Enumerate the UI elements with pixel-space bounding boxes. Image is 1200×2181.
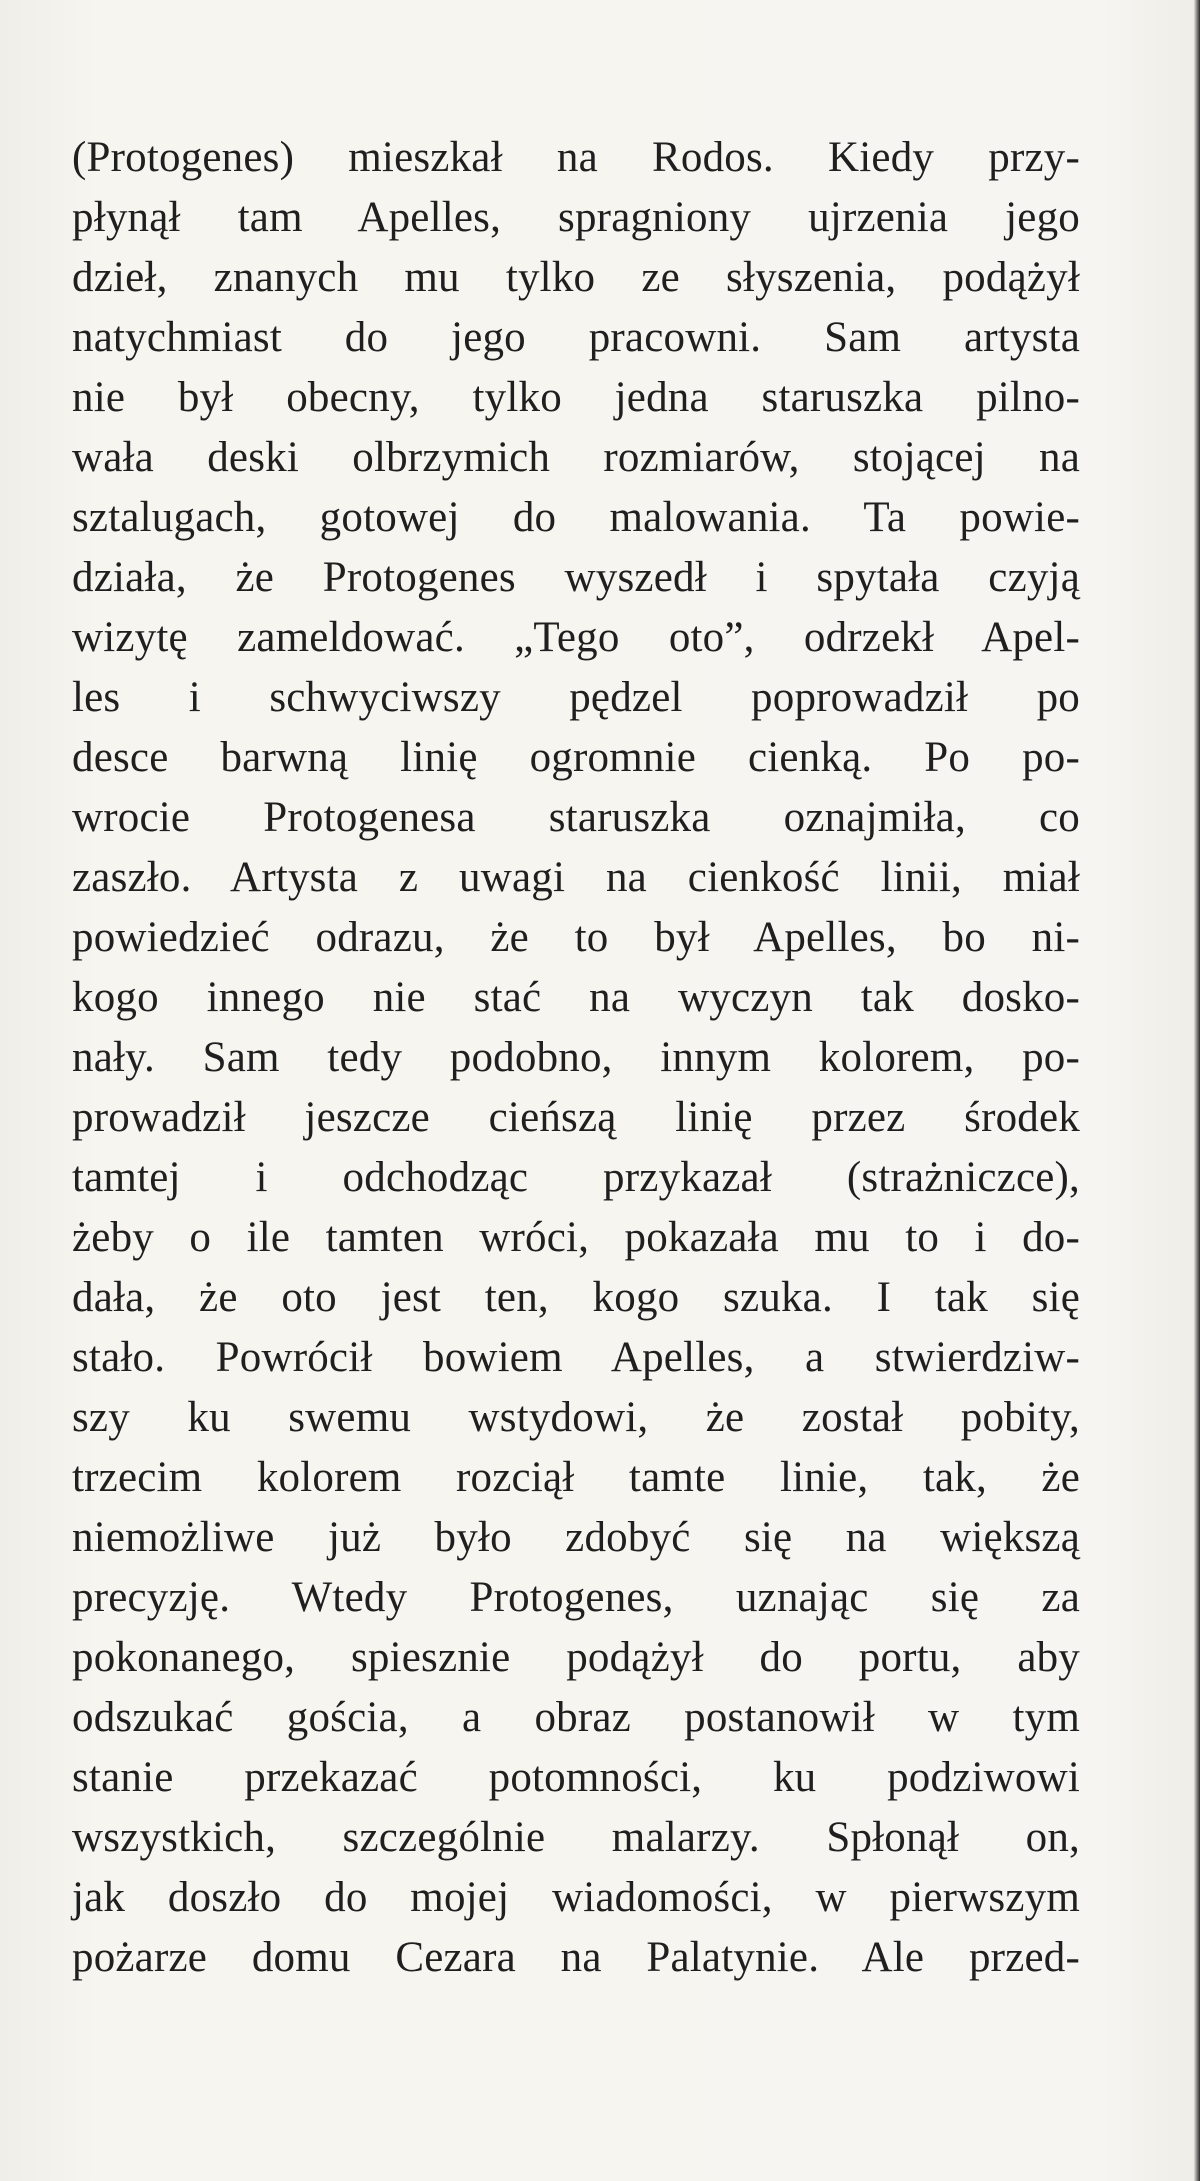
text-line-19: żeby o ile tamten wróci, pokazała mu to i do- [72, 1214, 1080, 1261]
text-line-12: wrocie Protogenesa staruszka oznajmiła, co [72, 794, 1080, 841]
text-line-4: natychmiast do jego pracowni. Sam artysta [72, 314, 1080, 361]
text-line-8: działa, że Protogenes wyszedł i spytała czyją [72, 554, 1080, 601]
text-line-20: dała, że oto jest ten, kogo szuka. I tak się [72, 1274, 1080, 1321]
text-line-30: jak doszło do mojej wiadomości, w pierwszym [72, 1874, 1080, 1921]
text-line-2: płynął tam Apelles, spragniony ujrzenia jego [72, 194, 1080, 241]
text-line-7: sztalugach, gotowej do malowania. Ta powie- [72, 494, 1080, 541]
text-line-15: kogo innego nie stać na wyczyn tak dosko- [72, 974, 1080, 1021]
text-line-26: pokonanego, spiesznie podążył do portu, aby [72, 1634, 1080, 1681]
text-line-17: prowadził jeszcze cieńszą linię przez środek [72, 1094, 1080, 1141]
text-line-10: les i schwyciwszy pędzel poprowadził po [72, 674, 1080, 721]
text-line-14: powiedzieć odrazu, że to był Apelles, bo ni- [72, 914, 1080, 961]
text-line-31: pożarze domu Cezara na Palatynie. Ale przed- [72, 1934, 1080, 1981]
text-line-13: zaszło. Artysta z uwagi na cienkość linii, miał [72, 854, 1080, 901]
text-line-5: nie był obecny, tylko jedna staruszka pilno- [72, 374, 1080, 421]
text-line-23: trzecim kolorem rozciął tamte linie, tak, że [72, 1454, 1080, 1501]
text-line-3: dzieł, znanych mu tylko ze słyszenia, podążył [72, 254, 1080, 301]
text-line-21: stało. Powrócił bowiem Apelles, a stwierdziw- [72, 1334, 1080, 1381]
text-line-16: nały. Sam tedy podobno, innym kolorem, po- [72, 1034, 1080, 1081]
text-body [72, 128, 1080, 1988]
text-line-9: wizytę zameldować. „Tego oto”, odrzekł Apel- [72, 614, 1080, 661]
text-line-28: stanie przekazać potomności, ku podziwowi [72, 1754, 1080, 1801]
text-line-27: odszukać gościa, a obraz postanowił w tym [72, 1694, 1080, 1741]
text-line-29: wszystkich, szczególnie malarzy. Spłonął on, [72, 1814, 1080, 1861]
page-edge [1194, 0, 1200, 2181]
text-line-1: (Protogenes) mieszkał na Rodos. Kiedy przy- [72, 134, 1080, 181]
text-line-18: tamtej i odchodząc przykazał (strażniczce), [72, 1154, 1080, 1201]
text-line-25: precyzję. Wtedy Protogenes, uznając się za [72, 1574, 1080, 1621]
text-line-22: szy ku swemu wstydowi, że został pobity, [72, 1394, 1080, 1441]
text-line-11: desce barwną linię ogromnie cienką. Po po- [72, 734, 1080, 781]
text-line-24: niemożliwe już było zdobyć się na większą [72, 1514, 1080, 1561]
text-line-6: wała deski olbrzymich rozmiarów, stojącej na [72, 434, 1080, 481]
